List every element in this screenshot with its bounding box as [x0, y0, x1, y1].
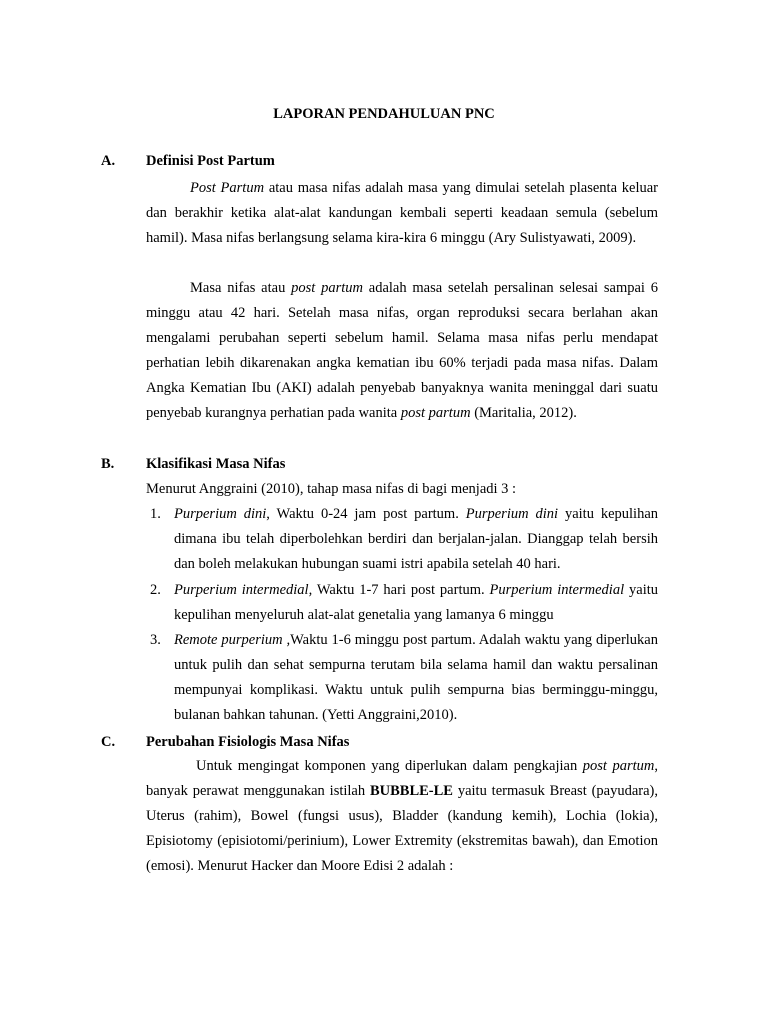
list-item-number: 2. — [150, 582, 161, 598]
section-c-heading: Perubahan Fisiologis Masa Nifas — [146, 734, 350, 750]
section-b-intro: Menurut Anggraini (2010), tahap masa nifas di bagi menjadi 3 : — [146, 481, 517, 497]
section-c-letter: C. — [101, 734, 116, 750]
section-b-letter: B. — [101, 456, 115, 472]
section-a-paragraph-2: Masa nifas atau post partum adalah masa setelah persalinan selesai sampai 6 minggu atau 42 hari. Setelah masa nifas, organ reproduksi secara berlahan akan mengalami perubahan seperti sebelum hamil. Selama masa nifas perlu mendapat perhatian lebih dikarenakan angka kematian ibu 60% terjadi pada masa nifas. Dalam Angka Kematian Ibu (AKI) adalah penyebab banyaknya wanita meninggal dari suatu penyebab kurangnya perhatian pada wanita post partum (Maritalia, 2012). — [146, 280, 658, 421]
section-a-heading: Definisi Post Partum — [146, 153, 275, 169]
document-title: LAPORAN PENDAHULUAN PNC — [273, 106, 495, 122]
list-item: Remote purperium ,Waktu 1-6 minggu post partum. Adalah waktu yang diperlukan untuk pulih dan sehat sempurna terutam bila selama hamil dan waktu persalinan mempunyai komplikasi. Waktu untuk pulih sempurna bias berminggu-minggu, bulanan bahkan tahunan. (Yetti Anggraini,2010). — [174, 632, 658, 723]
section-c-paragraph-1: Untuk mengingat komponen yang diperlukan dalam pengkajian post partum, banyak perawat menggunakan istilah BUBBLE-LE yaitu termasuk Breast (payudara), Uterus (rahim), Bowel (fungsi usus), Bladder (kandung kemih), Lochia (lokia), Episiotomy (episiotomi/perinium), Lower Extremity (ekstremitas bawah), dan Emotion (emosi). Menurut Hacker dan Moore Edisi 2 adalah : — [146, 758, 658, 874]
list-item-number: 1. — [150, 506, 161, 522]
list-item: Purperium intermedial, Waktu 1-7 hari post partum. Purperium intermedial yaitu kepulihan menyeluruh alat-alat genetalia yang lamanya 6 minggu — [174, 582, 658, 623]
list-item-number: 3. — [150, 632, 161, 648]
section-a-paragraph-1: Post Partum atau masa nifas adalah masa yang dimulai setelah plasenta keluar dan berakhir ketika alat-alat kandungan kembali seperti keadaan semula (sebelum hamil). Masa nifas berlangsung selama kira-kira 6 minggu (Ary Sulistyawati, 2009). — [146, 180, 658, 246]
section-a-letter: A. — [101, 153, 116, 169]
list-item: Purperium dini, Waktu 0-24 jam post partum. Purperium dini yaitu kepulihan dimana ibu telah diperbolehkan berdiri dan berjalan-jalan. Dianggap telah bersih dan boleh melakukan hubungan suami istri apabila setelah 40 hari. — [174, 506, 659, 572]
section-b-heading: Klasifikasi Masa Nifas — [146, 456, 286, 472]
